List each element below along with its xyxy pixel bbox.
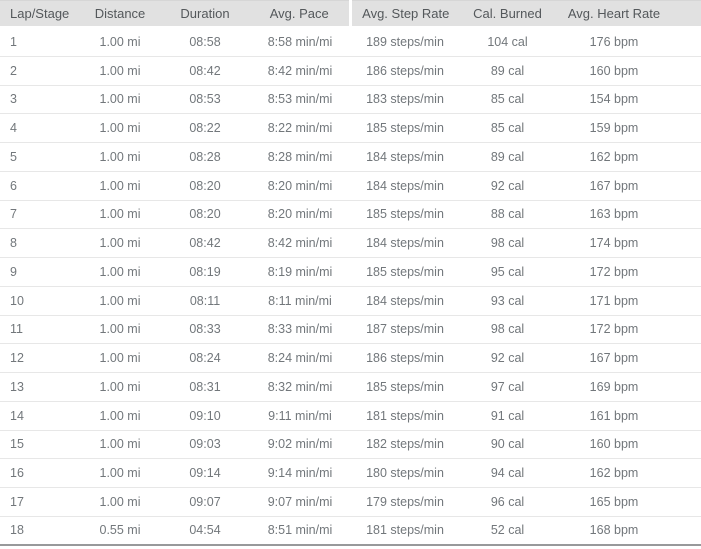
cell-lap: 6 <box>0 171 80 200</box>
cell-distance: 1.00 mi <box>80 344 160 373</box>
cell-heart-rate: 171 bpm <box>555 286 701 315</box>
cell-calories: 85 cal <box>460 85 555 114</box>
cell-distance: 1.00 mi <box>80 229 160 258</box>
cell-calories: 92 cal <box>460 171 555 200</box>
cell-heart-rate: 167 bpm <box>555 344 701 373</box>
cell-pace: 8:58 min/mi <box>250 28 350 57</box>
table-row <box>0 373 701 402</box>
table-row <box>0 488 701 517</box>
table-row <box>0 286 701 315</box>
cell-heart-rate: 168 bpm <box>555 516 701 545</box>
cell-distance: 1.00 mi <box>80 430 160 459</box>
cell-duration: 08:33 <box>160 315 250 344</box>
cell-pace: 8:51 min/mi <box>250 516 350 545</box>
cell-step-rate: 181 steps/min <box>350 516 460 545</box>
cell-pace: 8:11 min/mi <box>250 286 350 315</box>
cell-pace: 9:07 min/mi <box>250 488 350 517</box>
cell-heart-rate: 163 bpm <box>555 200 701 229</box>
cell-pace: 8:24 min/mi <box>250 344 350 373</box>
table-row <box>0 200 701 229</box>
cell-distance: 1.00 mi <box>80 401 160 430</box>
cell-distance: 1.00 mi <box>80 459 160 488</box>
cell-step-rate: 187 steps/min <box>350 315 460 344</box>
cell-distance: 1.00 mi <box>80 286 160 315</box>
table-row <box>0 143 701 172</box>
col-header-pace: Avg. Pace <box>250 1 350 28</box>
cell-pace: 8:20 min/mi <box>250 171 350 200</box>
cell-lap: 13 <box>0 373 80 402</box>
cell-lap: 11 <box>0 315 80 344</box>
cell-pace: 8:19 min/mi <box>250 258 350 287</box>
cell-lap: 17 <box>0 488 80 517</box>
cell-pace: 8:33 min/mi <box>250 315 350 344</box>
cell-step-rate: 184 steps/min <box>350 229 460 258</box>
cell-calories: 88 cal <box>460 200 555 229</box>
col-header-lap: Lap/Stage <box>0 1 80 28</box>
cell-lap: 18 <box>0 516 80 545</box>
cell-step-rate: 184 steps/min <box>350 171 460 200</box>
cell-heart-rate: 160 bpm <box>555 430 701 459</box>
cell-heart-rate: 176 bpm <box>555 28 701 57</box>
cell-lap: 10 <box>0 286 80 315</box>
cell-calories: 85 cal <box>460 114 555 143</box>
cell-lap: 12 <box>0 344 80 373</box>
cell-distance: 0.55 mi <box>80 516 160 545</box>
table-header-row <box>0 1 701 28</box>
cell-distance: 1.00 mi <box>80 258 160 287</box>
cell-lap: 3 <box>0 85 80 114</box>
cell-calories: 96 cal <box>460 488 555 517</box>
cell-duration: 08:24 <box>160 344 250 373</box>
cell-heart-rate: 174 bpm <box>555 229 701 258</box>
cell-pace: 8:28 min/mi <box>250 143 350 172</box>
cell-step-rate: 185 steps/min <box>350 258 460 287</box>
cell-step-rate: 186 steps/min <box>350 344 460 373</box>
cell-calories: 98 cal <box>460 229 555 258</box>
cell-distance: 1.00 mi <box>80 114 160 143</box>
cell-step-rate: 184 steps/min <box>350 143 460 172</box>
cell-distance: 1.00 mi <box>80 85 160 114</box>
table-row <box>0 401 701 430</box>
cell-heart-rate: 161 bpm <box>555 401 701 430</box>
cell-lap: 14 <box>0 401 80 430</box>
cell-step-rate: 183 steps/min <box>350 85 460 114</box>
cell-distance: 1.00 mi <box>80 200 160 229</box>
col-header-duration: Duration <box>160 1 250 28</box>
cell-duration: 08:20 <box>160 171 250 200</box>
table-row <box>0 114 701 143</box>
cell-duration: 08:28 <box>160 143 250 172</box>
table-row <box>0 85 701 114</box>
cell-duration: 08:53 <box>160 85 250 114</box>
cell-step-rate: 179 steps/min <box>350 488 460 517</box>
cell-step-rate: 185 steps/min <box>350 200 460 229</box>
col-header-calories: Cal. Burned <box>460 1 555 28</box>
col-header-distance: Distance <box>80 1 160 28</box>
cell-pace: 9:11 min/mi <box>250 401 350 430</box>
cell-step-rate: 189 steps/min <box>350 28 460 57</box>
cell-pace: 8:42 min/mi <box>250 56 350 85</box>
cell-heart-rate: 162 bpm <box>555 459 701 488</box>
cell-duration: 09:10 <box>160 401 250 430</box>
cell-duration: 04:54 <box>160 516 250 545</box>
cell-duration: 08:31 <box>160 373 250 402</box>
table-row <box>0 229 701 258</box>
cell-lap: 15 <box>0 430 80 459</box>
cell-lap: 1 <box>0 28 80 57</box>
cell-calories: 90 cal <box>460 430 555 459</box>
cell-distance: 1.00 mi <box>80 56 160 85</box>
cell-distance: 1.00 mi <box>80 143 160 172</box>
table-row <box>0 171 701 200</box>
cell-duration: 09:07 <box>160 488 250 517</box>
table-row <box>0 430 701 459</box>
cell-calories: 98 cal <box>460 315 555 344</box>
cell-distance: 1.00 mi <box>80 171 160 200</box>
table-row <box>0 28 701 57</box>
col-header-step-rate: Avg. Step Rate <box>350 1 460 28</box>
cell-duration: 08:42 <box>160 229 250 258</box>
table-row <box>0 516 701 545</box>
cell-duration: 08:20 <box>160 200 250 229</box>
cell-duration: 08:42 <box>160 56 250 85</box>
cell-distance: 1.00 mi <box>80 488 160 517</box>
table-row <box>0 459 701 488</box>
cell-step-rate: 185 steps/min <box>350 114 460 143</box>
cell-lap: 7 <box>0 200 80 229</box>
cell-distance: 1.00 mi <box>80 373 160 402</box>
cell-calories: 91 cal <box>460 401 555 430</box>
cell-duration: 09:14 <box>160 459 250 488</box>
cell-calories: 89 cal <box>460 143 555 172</box>
cell-pace: 8:22 min/mi <box>250 114 350 143</box>
col-header-heart-rate: Avg. Heart Rate <box>555 1 701 28</box>
cell-step-rate: 185 steps/min <box>350 373 460 402</box>
cell-duration: 08:19 <box>160 258 250 287</box>
cell-lap: 9 <box>0 258 80 287</box>
table-row <box>0 56 701 85</box>
cell-calories: 93 cal <box>460 286 555 315</box>
cell-calories: 92 cal <box>460 344 555 373</box>
cell-heart-rate: 160 bpm <box>555 56 701 85</box>
cell-calories: 89 cal <box>460 56 555 85</box>
cell-step-rate: 184 steps/min <box>350 286 460 315</box>
cell-heart-rate: 169 bpm <box>555 373 701 402</box>
cell-calories: 95 cal <box>460 258 555 287</box>
table-row <box>0 344 701 373</box>
cell-duration: 09:03 <box>160 430 250 459</box>
table-row <box>0 258 701 287</box>
cell-heart-rate: 162 bpm <box>555 143 701 172</box>
cell-duration: 08:58 <box>160 28 250 57</box>
cell-pace: 8:32 min/mi <box>250 373 350 402</box>
cell-duration: 08:22 <box>160 114 250 143</box>
cell-heart-rate: 159 bpm <box>555 114 701 143</box>
cell-pace: 8:53 min/mi <box>250 85 350 114</box>
cell-calories: 97 cal <box>460 373 555 402</box>
cell-lap: 5 <box>0 143 80 172</box>
cell-step-rate: 180 steps/min <box>350 459 460 488</box>
cell-lap: 4 <box>0 114 80 143</box>
cell-pace: 9:02 min/mi <box>250 430 350 459</box>
cell-heart-rate: 167 bpm <box>555 171 701 200</box>
cell-pace: 8:20 min/mi <box>250 200 350 229</box>
cell-distance: 1.00 mi <box>80 315 160 344</box>
cell-heart-rate: 154 bpm <box>555 85 701 114</box>
cell-lap: 8 <box>0 229 80 258</box>
cell-distance: 1.00 mi <box>80 28 160 57</box>
cell-pace: 8:42 min/mi <box>250 229 350 258</box>
table-row <box>0 315 701 344</box>
cell-lap: 2 <box>0 56 80 85</box>
cell-calories: 104 cal <box>460 28 555 57</box>
cell-duration: 08:11 <box>160 286 250 315</box>
cell-heart-rate: 172 bpm <box>555 315 701 344</box>
cell-heart-rate: 172 bpm <box>555 258 701 287</box>
cell-step-rate: 182 steps/min <box>350 430 460 459</box>
cell-lap: 16 <box>0 459 80 488</box>
cell-heart-rate: 165 bpm <box>555 488 701 517</box>
cell-calories: 94 cal <box>460 459 555 488</box>
cell-calories: 52 cal <box>460 516 555 545</box>
cell-pace: 9:14 min/mi <box>250 459 350 488</box>
cell-step-rate: 186 steps/min <box>350 56 460 85</box>
cell-step-rate: 181 steps/min <box>350 401 460 430</box>
